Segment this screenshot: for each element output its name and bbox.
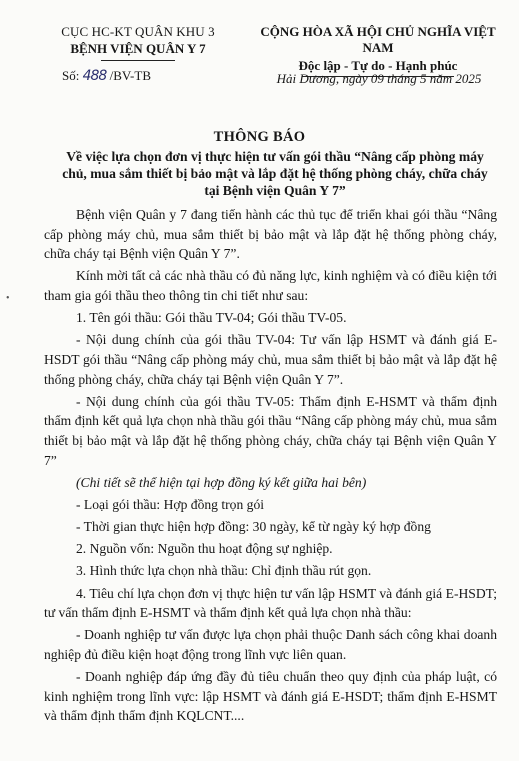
paragraph: Bệnh viện Quân y 7 đang tiến hành các thủ tục để triển khai gói thầu “Nâng cấp phòng máy chủ, mua sắm thiết bị bảo mật và lắp đặt hệ thống phòng cháy, chữa cháy tại Bệnh viện Quân Y 7”. xyxy=(44,207,497,262)
number-suffix: /BV-TB xyxy=(109,68,151,83)
hospital-name: BỆNH VIỆN QUÂN Y 7 xyxy=(70,41,206,56)
document-title: THÔNG BÁO xyxy=(213,129,306,145)
document-date: Hải Dương, ngày 09 tháng 5 năm 2025 xyxy=(276,71,482,86)
number-label: Số: xyxy=(62,68,80,83)
document-body xyxy=(44,205,497,726)
paragraph: Kính mời tất cả các nhà thầu có đủ năng lực, kinh nghiệm và có điều kiện tới tham gia gói thầu theo thông tin chi tiết như sau: xyxy=(44,268,497,303)
paragraph: - Nội dung chính của gói thầu TV-05: Thẩm định E-HSMT và thẩm định thẩm định kết quả lựa chọn nhà thầu gói thầu “Nâng cấp phòng máy chủ, mua sắm thiết bị bảo mật và lắp đặt hệ thống phòng cháy, chữa cháy tại Bệnh viện Quân Y 7” xyxy=(44,393,497,468)
motto: Độc lập - Tự do - Hạnh phúc xyxy=(298,58,458,73)
paragraph: 4. Tiêu chí lựa chọn đơn vị thực hiện tư vấn lập HSMT và đánh giá E-HSDT; tư vấn thẩm định E-HSMT và thẩm định kết quả lựa chọn nhà thầu: xyxy=(44,585,497,621)
parent-organization: CỤC HC-KT QUÂN KHU 3 xyxy=(61,24,215,39)
document-subtitle: Về việc lựa chọn đơn vị thực hiện tư vấn gói thầu “Nâng cấp phòng máy chủ, mua sắm thiết bị bảo mật và lắp đặt hệ thống phòng cháy, chữa cháy tại Bệnh viện Quân Y 7” xyxy=(62,149,488,198)
paragraph: - Loại gói thầu: Hợp đồng trọn gói xyxy=(76,496,265,512)
document-number xyxy=(62,68,151,84)
paragraph-note: (Chi tiết sẽ thể hiện tại hợp đồng ký kết giữa hai bên) xyxy=(76,474,367,490)
paragraph: - Thời gian thực hiện hợp đồng: 30 ngày, kể từ ngày ký hợp đồng xyxy=(76,519,431,535)
paragraph: 1. Tên gói thầu: Gói thầu TV-04; Gói thầu TV-05. xyxy=(76,310,347,326)
paragraph: 3. Hình thức lựa chọn nhà thầu: Chỉ định thầu rút gọn. xyxy=(76,563,372,579)
paragraph: 2. Nguồn vốn: Nguồn thu hoạt động sự nghiệp. xyxy=(76,541,333,557)
org-underline xyxy=(101,60,175,61)
country-name: CỘNG HÒA XÃ HỘI CHỦ NGHĨA VIỆT NAM xyxy=(260,24,496,55)
issuing-organization xyxy=(38,24,238,61)
national-motto xyxy=(247,24,509,77)
paragraph: - Nội dung chính của gói thầu TV-04: Tư vấn lập HSMT và đánh giá E-HSDT gói thầu “Nâng cấp phòng máy chủ, mua sắm thiết bị bảo mật và lắp đặt hệ thống phòng cháy, chữa cháy tại Bệnh viện Quân Y 7”. xyxy=(44,332,497,387)
paragraph: - Doanh nghiệp tư vấn được lựa chọn phải thuộc Danh sách công khai doanh nghiệp đủ điều kiện hoạt động trong lĩnh vực liên quan. xyxy=(44,627,497,662)
margin-mark: • xyxy=(6,293,10,304)
handwritten-number: 488 xyxy=(82,68,107,84)
paragraph: - Doanh nghiệp đáp ứng đầy đủ tiêu chuẩn theo quy định của pháp luật, có kinh nghiệm trong lĩnh vực: lập HSMT và đánh giá E-HSDT; thẩm định E-HSMT và thẩm định thẩm định KQLCNT.... xyxy=(44,669,497,724)
